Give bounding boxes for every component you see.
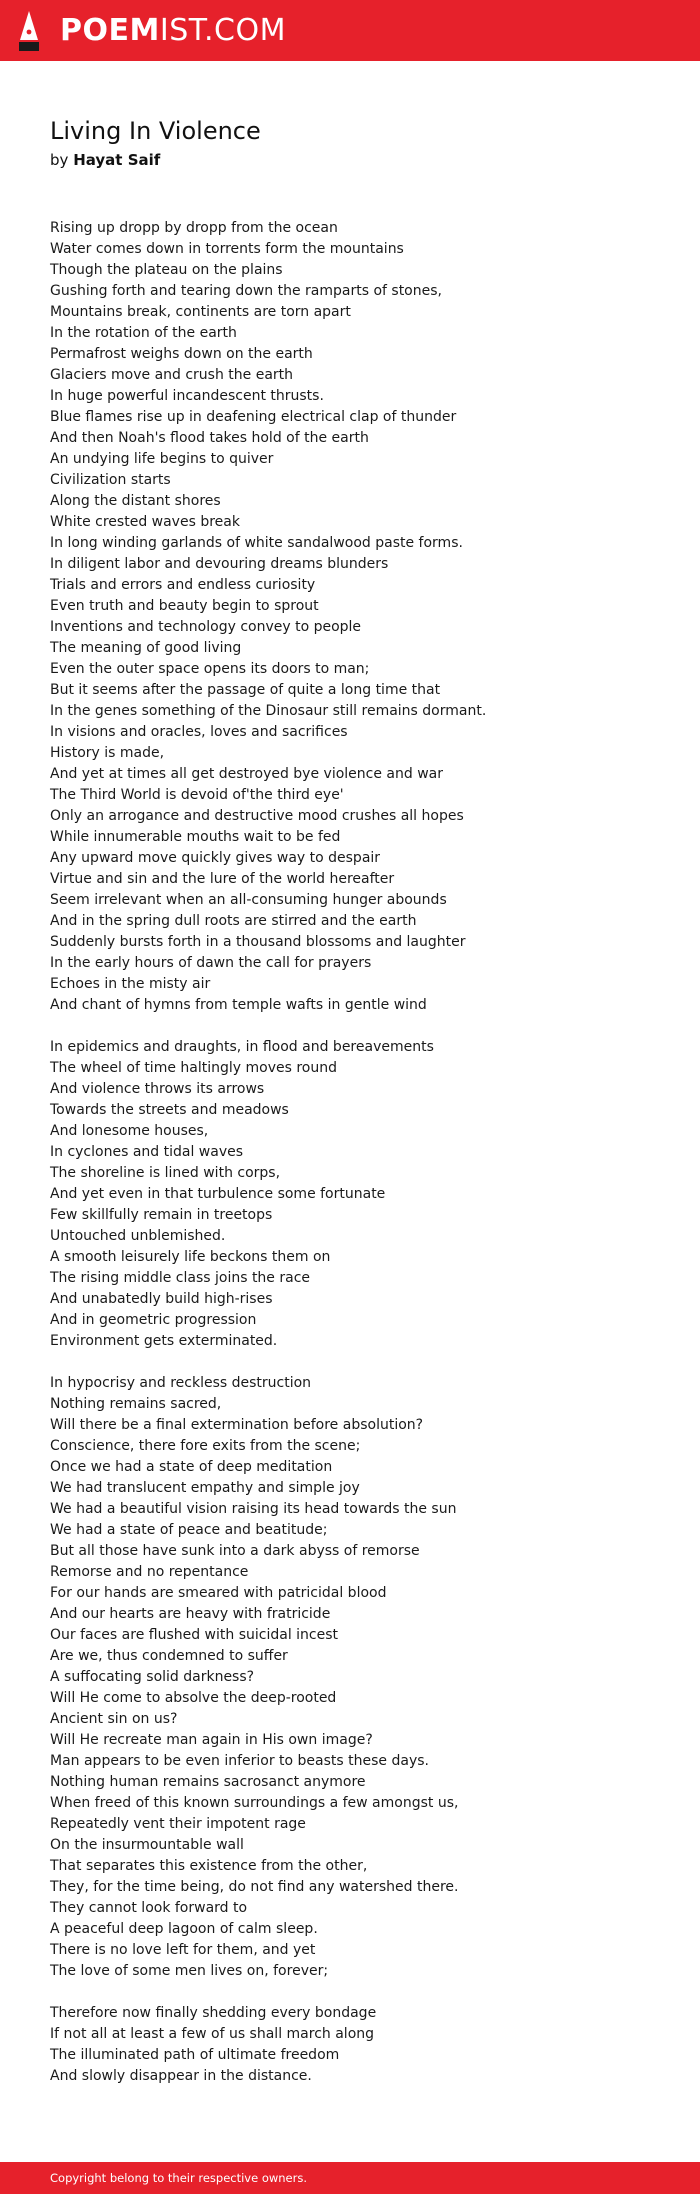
poem-line: Glaciers move and crush the earth xyxy=(50,367,294,383)
poem-line: Man appears to be even inferior to beasts these days. xyxy=(50,1753,429,1769)
logo-light-text: IST.COM xyxy=(159,12,286,48)
poem-line: An undying life begins to quiver xyxy=(50,451,274,467)
by-label: by xyxy=(50,151,69,169)
site-logo[interactable] xyxy=(60,12,286,48)
poem-line: Echoes in the misty air xyxy=(50,976,211,992)
poem-line: Civilization starts xyxy=(50,472,171,488)
poem-line: In the rotation of the earth xyxy=(50,325,237,341)
poem-line: In the early hours of dawn the call for prayers xyxy=(50,955,372,971)
poem-line: Conscience, there fore exits from the scene; xyxy=(50,1438,361,1454)
poem-line: And slowly disappear in the distance. xyxy=(50,2068,312,2084)
poem-line: In diligent labor and devouring dreams blunders xyxy=(50,556,389,572)
poem-line: And in geometric progression xyxy=(50,1312,257,1328)
poem-line: Though the plateau on the plains xyxy=(50,262,283,278)
poem-body xyxy=(50,218,670,2108)
poem-line: The illuminated path of ultimate freedom xyxy=(50,2047,340,2063)
poem-line: In huge powerful incandescent thrusts. xyxy=(50,388,324,404)
poem-line: Only an arrogance and destructive mood crushes all hopes xyxy=(50,808,464,824)
poem-line: They, for the time being, do not find any watershed there. xyxy=(50,1879,459,1895)
poem-line: Will He recreate man again in His own image? xyxy=(50,1732,373,1748)
poem-line: History is made, xyxy=(50,745,165,761)
poem-line: Will there be a final extermination before absolution? xyxy=(50,1417,424,1433)
copyright-text: Copyright belong to their respective owners. xyxy=(50,2171,308,2185)
poem-line: We had translucent empathy and simple joy xyxy=(50,1480,360,1496)
poem-line: And in the spring dull roots are stirred and the earth xyxy=(50,913,417,929)
poem-line: On the insurmountable wall xyxy=(50,1837,244,1853)
poem-line: But it seems after the passage of quite a long time that xyxy=(50,682,441,698)
stanza xyxy=(50,218,670,1016)
poem-line: In long winding garlands of white sandalwood paste forms. xyxy=(50,535,463,551)
poem-line: A suffocating solid darkness? xyxy=(50,1669,255,1685)
poem-line: Water comes down in torrents form the mountains xyxy=(50,241,404,257)
poem-line: Seem irrelevant when an all-consuming hunger abounds xyxy=(50,892,447,908)
poem-line: And unabatedly build high-rises xyxy=(50,1291,273,1307)
poem-line: Rising up dropp by dropp from the ocean xyxy=(50,220,338,236)
stanza xyxy=(50,1037,670,1352)
poem-line: A peaceful deep lagoon of calm sleep. xyxy=(50,1921,318,1937)
poem-line: And chant of hymns from temple wafts in gentle wind xyxy=(50,997,427,1013)
poem-line: In epidemics and draughts, in flood and bereavements xyxy=(50,1039,434,1055)
poem-line: And yet at times all get destroyed bye violence and war xyxy=(50,766,443,782)
poem-line: When freed of this known surroundings a few amongst us, xyxy=(50,1795,459,1811)
poem-title: Living In Violence xyxy=(50,117,261,145)
poem-line: Repeatedly vent their impotent rage xyxy=(50,1816,306,1832)
poem-line: The shoreline is lined with corps, xyxy=(50,1165,281,1181)
poem-line: In the genes something of the Dinosaur still remains dormant. xyxy=(50,703,487,719)
poem-line: Remorse and no repentance xyxy=(50,1564,249,1580)
poem-line: Any upward move quickly gives way to despair xyxy=(50,850,381,866)
poem-line: Nothing remains sacred, xyxy=(50,1396,222,1412)
poem-line: Inventions and technology convey to people xyxy=(50,619,362,635)
poem-line: Therefore now finally shedding every bondage xyxy=(50,2005,377,2021)
poem-line: And lonesome houses, xyxy=(50,1123,209,1139)
poem-line: Once we had a state of deep meditation xyxy=(50,1459,333,1475)
site-footer xyxy=(0,2162,700,2194)
poem-line: And our hearts are heavy with fratricide xyxy=(50,1606,331,1622)
poem-line: In hypocrisy and reckless destruction xyxy=(50,1375,312,1391)
poem-line: Gushing forth and tearing down the ramparts of stones, xyxy=(50,283,442,299)
poem-line: Along the distant shores xyxy=(50,493,221,509)
author-link[interactable]: Hayat Saif xyxy=(73,151,161,169)
poem-line: But all those have sunk into a dark abyss of remorse xyxy=(50,1543,420,1559)
poem-line: We had a beautiful vision raising its head towards the sun xyxy=(50,1501,457,1517)
poem-line: And then Noah's flood takes hold of the earth xyxy=(50,430,369,446)
poem-line: While innumerable mouths wait to be fed xyxy=(50,829,341,845)
poem-line: Towards the streets and meadows xyxy=(50,1102,289,1118)
poem-line: That separates this existence from the other, xyxy=(50,1858,368,1874)
poem-line: Nothing human remains sacrosanct anymore xyxy=(50,1774,366,1790)
poem-line: A smooth leisurely life beckons them on xyxy=(50,1249,331,1265)
byline xyxy=(50,150,261,170)
poem-line: Trials and errors and endless curiosity xyxy=(50,577,316,593)
poem-line: There is no love left for them, and yet xyxy=(50,1942,316,1958)
poem-heading xyxy=(50,114,261,170)
pen-nib-icon[interactable] xyxy=(16,10,42,52)
poem-line: The meaning of good living xyxy=(50,640,242,656)
poem-line: And violence throws its arrows xyxy=(50,1081,265,1097)
poem-line: The rising middle class joins the race xyxy=(50,1270,311,1286)
poem-line: In visions and oracles, loves and sacrifices xyxy=(50,724,348,740)
poem-line: Even truth and beauty begin to sprout xyxy=(50,598,319,614)
poem-line: Our faces are flushed with suicidal incest xyxy=(50,1627,339,1643)
poem-line: White crested waves break xyxy=(50,514,240,530)
poem-line: Even the outer space opens its doors to man; xyxy=(50,661,370,677)
poem-line: If not all at least a few of us shall march along xyxy=(50,2026,375,2042)
poem-line: The love of some men lives on, forever; xyxy=(50,1963,329,1979)
poem-line: Blue flames rise up in deafening electrical clap of thunder xyxy=(50,409,457,425)
poem-line: For our hands are smeared with patricidal blood xyxy=(50,1585,387,1601)
poem-line: We had a state of peace and beatitude; xyxy=(50,1522,328,1538)
logo-bold-text: POEM xyxy=(60,12,160,48)
poem-line: Will He come to absolve the deep-rooted xyxy=(50,1690,337,1706)
poem-line: Suddenly bursts forth in a thousand blossoms and laughter xyxy=(50,934,466,950)
poem-line: Mountains break, continents are torn apart xyxy=(50,304,351,320)
poem-line: The wheel of time haltingly moves round xyxy=(50,1060,337,1076)
poem-line: The Third World is devoid of'the third eye' xyxy=(50,787,344,803)
poem-line: Untouched unblemished. xyxy=(50,1228,226,1244)
poem-line: Few skillfully remain in treetops xyxy=(50,1207,273,1223)
site-header xyxy=(0,0,700,61)
poem-line: Permafrost weighs down on the earth xyxy=(50,346,313,362)
poem-line: Environment gets exterminated. xyxy=(50,1333,278,1349)
poem-line: In cyclones and tidal waves xyxy=(50,1144,244,1160)
poem-line: Virtue and sin and the lure of the world hereafter xyxy=(50,871,395,887)
poem-line: They cannot look forward to xyxy=(50,1900,248,1916)
stanza xyxy=(50,1373,670,1982)
poem-line: Ancient sin on us? xyxy=(50,1711,178,1727)
stanza xyxy=(50,2003,670,2087)
poem-line: And yet even in that turbulence some fortunate xyxy=(50,1186,386,1202)
poem-line: Are we, thus condemned to suffer xyxy=(50,1648,288,1664)
